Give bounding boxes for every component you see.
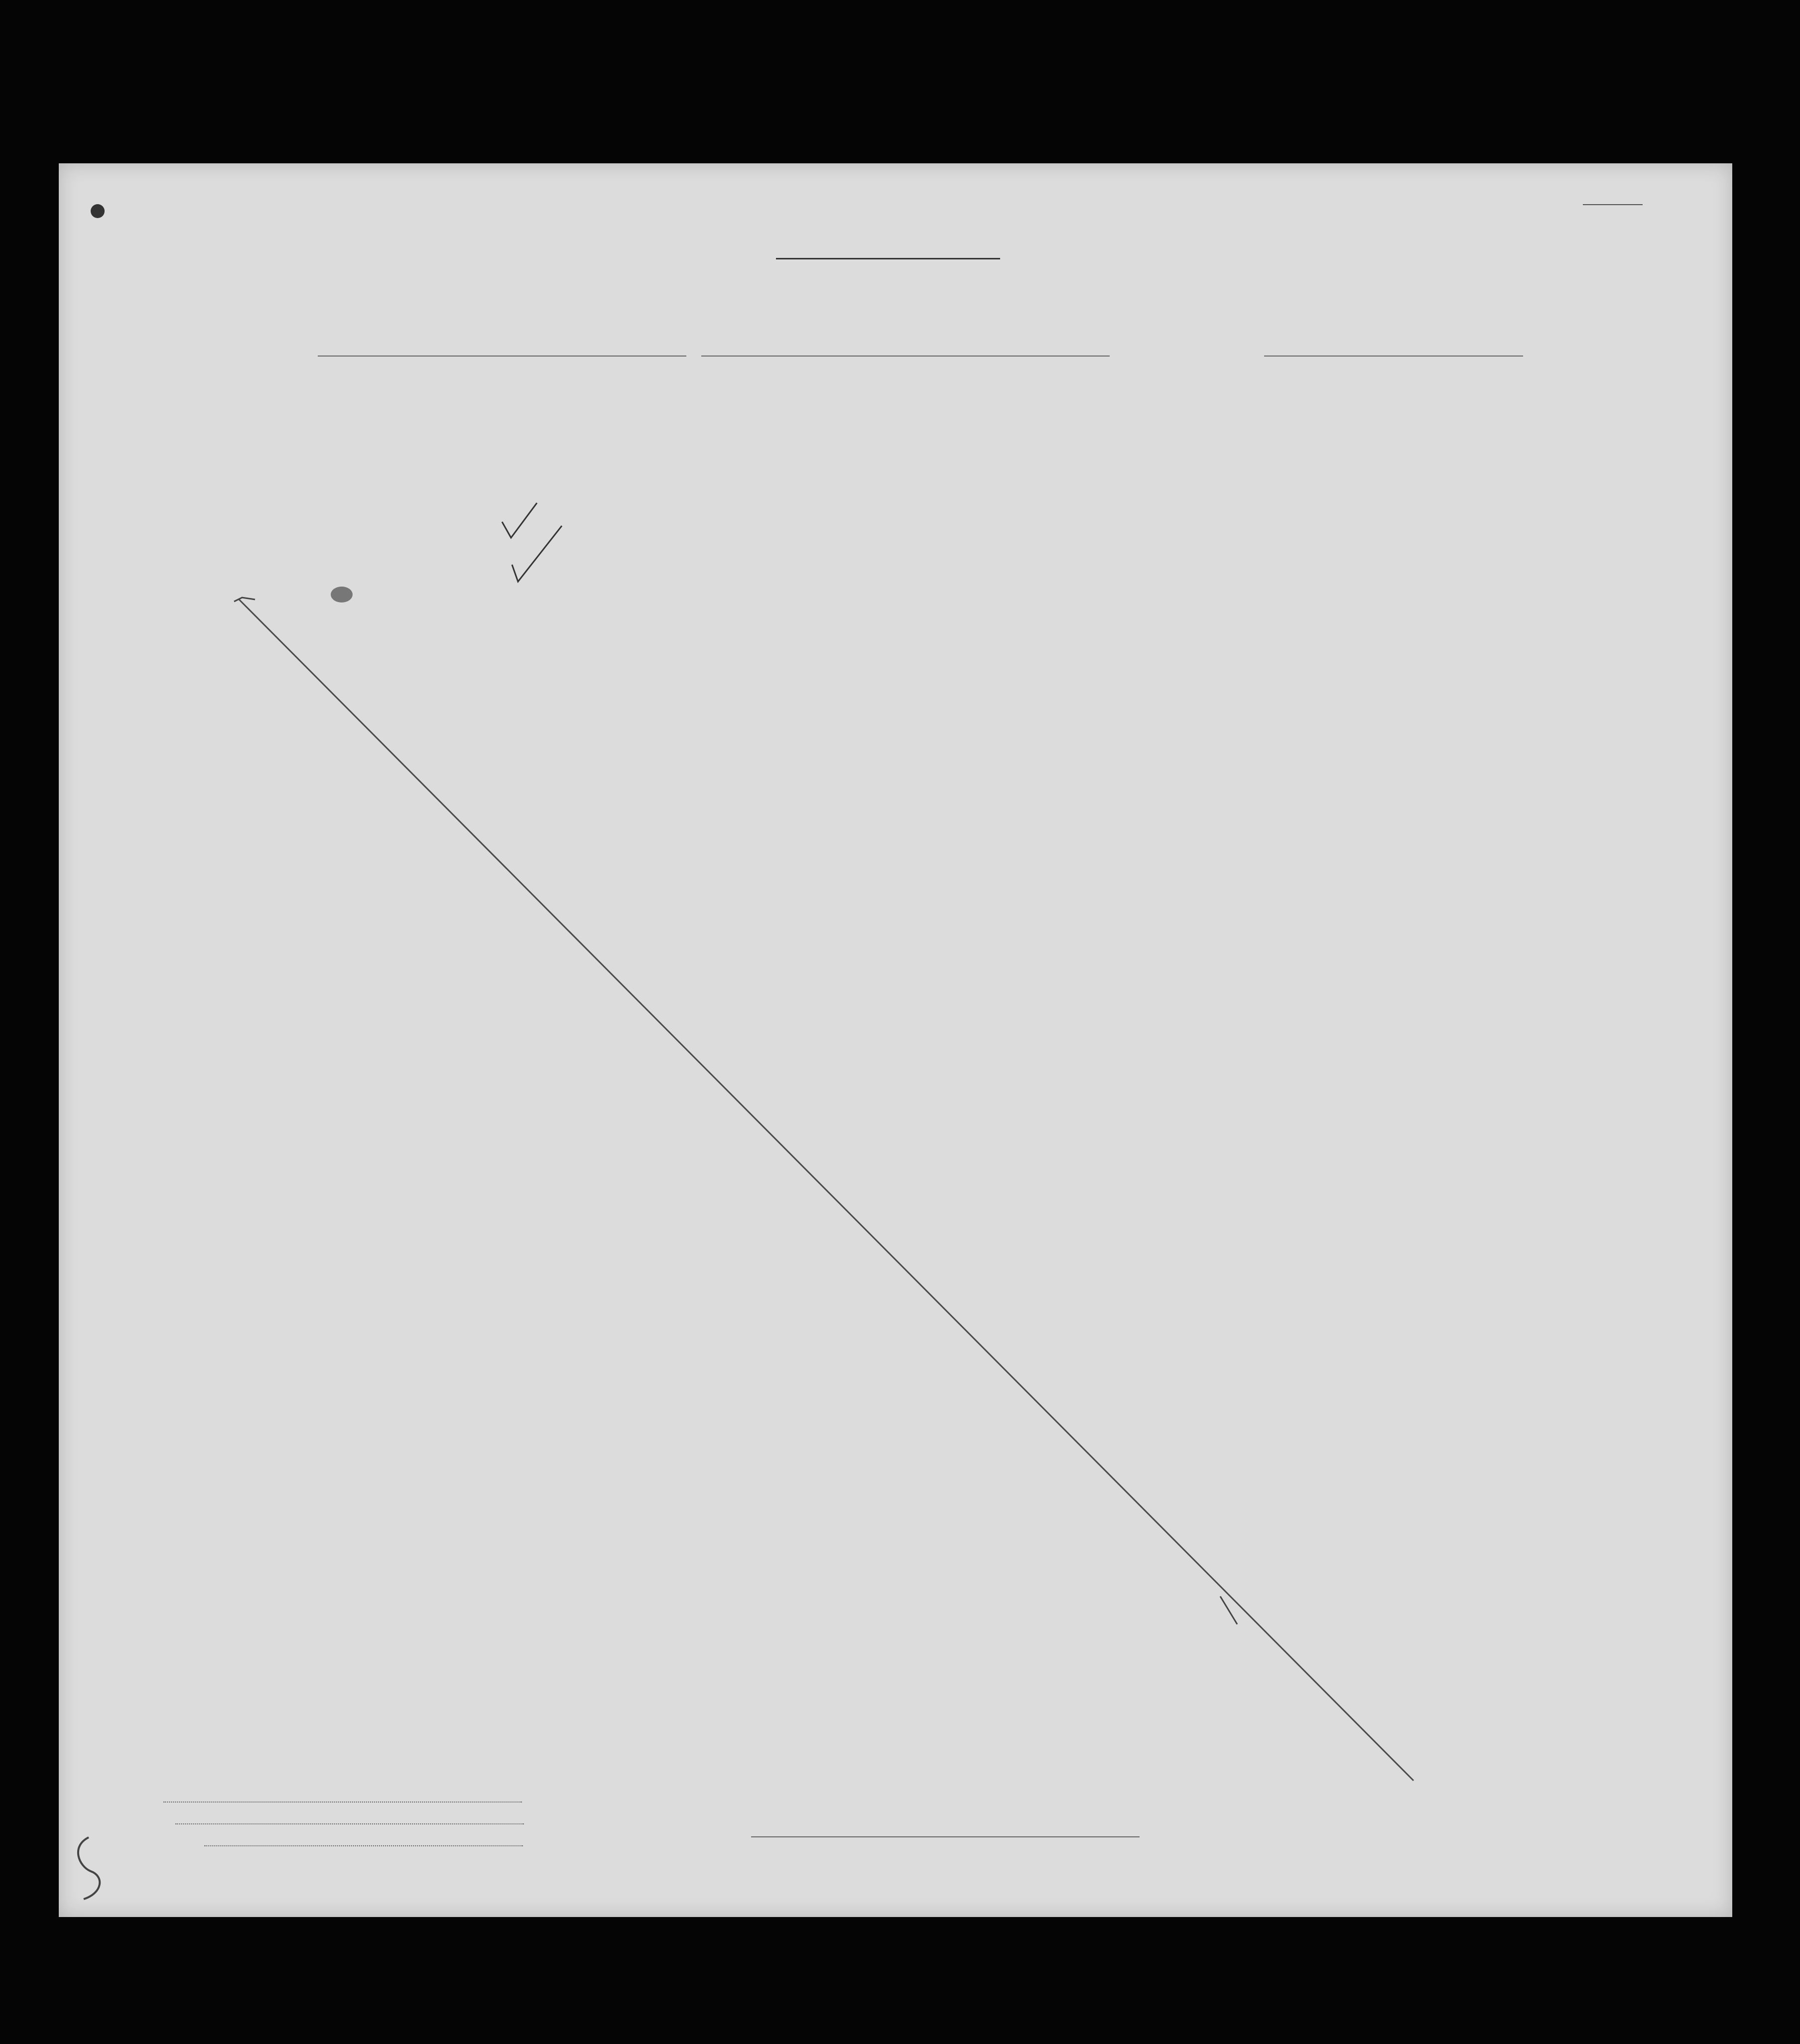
ink-blot-icon [331, 587, 353, 602]
manifest-sheet [59, 163, 1732, 1917]
line-rule [163, 1802, 522, 1803]
pen-marks [59, 163, 1732, 1917]
agents-rule [204, 1845, 523, 1846]
check-mark-icon [502, 503, 537, 538]
check-mark-icon [512, 526, 562, 582]
pen-stroke-icon [234, 598, 255, 601]
cancellation-line [239, 600, 1414, 1781]
owners-rule [175, 1823, 524, 1824]
margin-mark-icon [78, 1837, 100, 1899]
signature-rule [751, 1836, 1140, 1837]
